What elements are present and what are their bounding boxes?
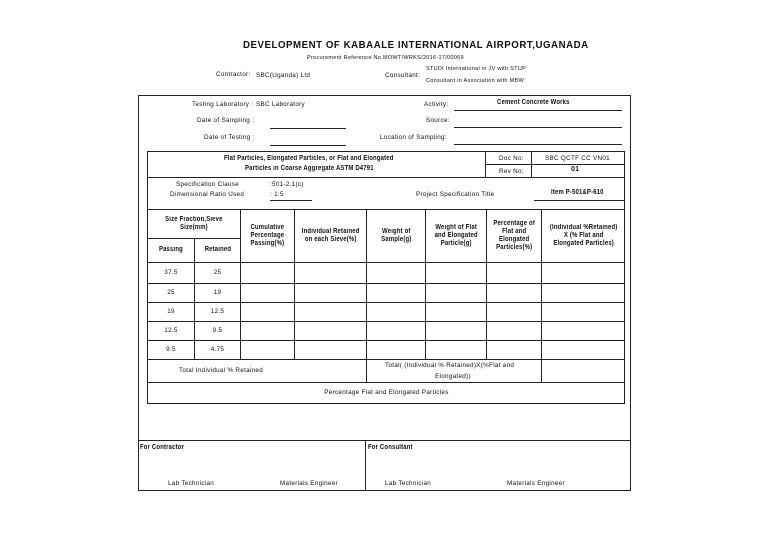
consultant-line-1: STUDI International in JV with STUP — [426, 66, 527, 72]
row-2-passing: 25 — [167, 289, 175, 297]
source-field[interactable] — [454, 127, 622, 128]
row-5-passing: 9.5 — [166, 346, 176, 354]
row-5-retained: 4.75 — [210, 346, 225, 354]
percentage-flat-elongated-header: Percentage of Flat and Elongated Particles(%) — [493, 219, 535, 252]
size-fraction-header: Size Fraction,Sieve Size(mm) — [165, 215, 223, 231]
date-of-sampling-label: Date of Sampling : — [197, 117, 255, 124]
cumulative-header: Cumulative Percentage Passing(%) — [250, 223, 285, 248]
percentage-flat-elongated-label: Percentage Flat and Elongated Particles — [324, 389, 449, 397]
product-header: (Individual %Retained) X (% Flat and Elongated Particles) — [549, 223, 618, 248]
consultant-line-2: Consultant in Association with MBW — [426, 78, 524, 84]
signature-divider — [365, 440, 366, 491]
total-product-label-line-2: Elongated)) — [435, 373, 471, 380]
date-of-testing-label: Date of Testing : — [204, 134, 255, 141]
testing-lab-label: Testing Laboratory : — [192, 101, 254, 108]
project-spec-underline — [534, 200, 624, 201]
row-1-retained: 25 — [213, 269, 222, 277]
weight-of-sample-header: Weight of Sample(g) — [381, 227, 412, 243]
project-spec-label: Project Specification Title — [416, 191, 495, 198]
spec-clause-label: Specification Clause — [176, 181, 240, 188]
contractor-materials-engineer: Materials Engineer — [280, 480, 338, 487]
procurement-reference: Procurement Reference No.MOWT/WRKS/2016-17/00069 — [307, 55, 464, 61]
doc-no-value: SBC QCTF CC VN01 — [545, 155, 610, 162]
source-label: Source: — [426, 117, 450, 124]
for-contractor-label: For Contractor — [140, 444, 185, 451]
doc-no-label: Doc No: — [499, 155, 524, 162]
consultant-materials-engineer: Materials Engineer — [507, 480, 565, 487]
document-title: DEVELOPMENT OF KABAALE INTERNATIONAL AIRPORT,UGANADA — [243, 39, 589, 51]
dim-ratio-underline — [270, 200, 312, 201]
row-4-retained: 9.5 — [212, 327, 223, 335]
test-title-line-2: Particles in Coarse Aggregate ASTM D4791 — [245, 165, 374, 172]
contractor-value: SBC(Uganda) Ltd — [256, 72, 311, 79]
date-of-sampling-field[interactable] — [270, 128, 346, 129]
weight-flat-elongated-header: Weight of Flat and Elongated Particle(g) — [434, 223, 478, 248]
activity-value: Cement Concrete Works — [497, 99, 570, 106]
row-1-passing: 37.5 — [164, 269, 178, 277]
for-consultant-label: For Consultant — [368, 444, 413, 451]
date-of-testing-field[interactable] — [270, 145, 346, 146]
consultant-label: Consultant: — [385, 72, 421, 79]
location-of-sampling-field[interactable] — [454, 144, 622, 145]
total-product-label-line-1: Total( (Individual % Retained)X(%Flat and — [385, 362, 515, 369]
total-individual-retained-label: Total Individual % Retained — [178, 367, 264, 375]
row-3-passing: 19 — [167, 308, 175, 316]
individual-retained-header: Individual Retained on each Sieve(%) — [301, 227, 360, 243]
rev-no-label: Rev No: — [499, 168, 524, 175]
dim-ratio-label: Dimensional Ratio Used — [170, 191, 245, 198]
consultant-lab-technician: Lab Technician — [385, 480, 432, 487]
row-2-retained: 19 — [213, 289, 222, 297]
activity-field[interactable] — [454, 110, 622, 111]
rev-no-value: 01 — [571, 166, 580, 173]
contractor-lab-technician: Lab Technician — [168, 480, 215, 487]
passing-header: Passing — [158, 246, 183, 254]
location-of-sampling-label: Location of Sampling: — [380, 134, 447, 141]
spec-clause-value: :501-2.1(c) — [270, 181, 304, 188]
dim-ratio-value: : 1:5 — [270, 191, 284, 198]
row-3-retained: 12.5 — [210, 308, 225, 316]
contractor-label: Contractor: — [216, 71, 251, 78]
activity-label: Activity: — [424, 101, 449, 108]
doc-box-divider — [485, 164, 625, 165]
signature-top-line — [138, 440, 631, 441]
test-title-line-1: Flat Particles, Elongated Particles, or Flat and Elongated — [224, 155, 394, 162]
title-bottom-line — [148, 177, 625, 178]
testing-lab-value: SBC Laboratory — [256, 101, 306, 108]
project-spec-value: Item P-501&P-610 — [551, 189, 604, 196]
row-4-passing: 12.5 — [164, 327, 178, 335]
retained-header: Retained — [204, 246, 232, 254]
